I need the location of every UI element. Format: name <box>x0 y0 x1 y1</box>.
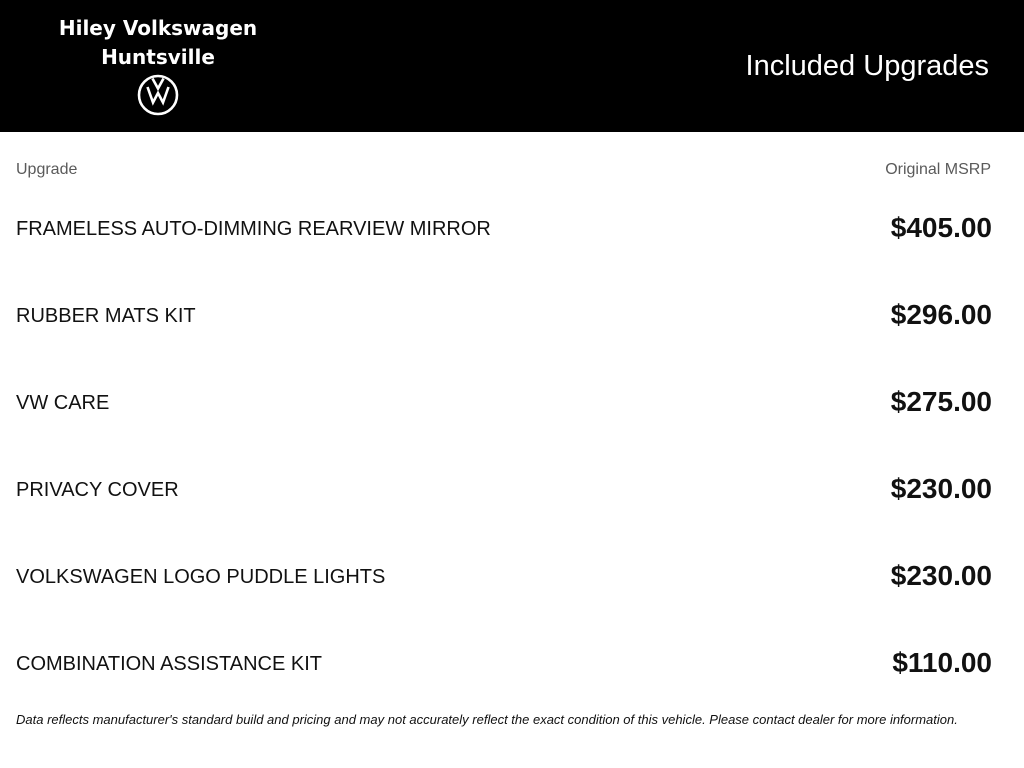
upgrade-price: $275.00 <box>890 386 992 417</box>
dealer-logo[interactable] <box>58 14 258 72</box>
volkswagen-logo-icon <box>137 74 179 116</box>
upgrade-price: $230.00 <box>890 560 992 591</box>
column-header-upgrade: Upgrade <box>16 161 78 178</box>
column-header-msrp: Original MSRP <box>885 161 991 178</box>
upgrade-price: $296.00 <box>890 299 992 330</box>
upgrade-price: $230.00 <box>890 473 992 504</box>
disclaimer-text: Data reflects manufacturer's standard build and pricing and may not accurately reflect the exact condition of this vehicle. Please contact dealer for more information. <box>16 712 958 727</box>
upgrade-row <box>16 184 992 271</box>
upgrade-name: PRIVACY COVER <box>16 479 179 501</box>
upgrades-list <box>16 184 992 706</box>
page-title: Included Upgrades <box>745 50 989 82</box>
upgrade-row <box>16 445 992 532</box>
page-header <box>0 0 1024 132</box>
upgrade-name: VOLKSWAGEN LOGO PUDDLE LIGHTS <box>16 566 386 588</box>
dealer-name: Hiley Volkswagen <box>58 16 258 40</box>
upgrade-price: $405.00 <box>890 212 992 243</box>
upgrade-name: COMBINATION ASSISTANCE KIT <box>16 653 322 675</box>
upgrade-price: $110.00 <box>892 647 992 678</box>
upgrade-row <box>16 532 992 619</box>
dealer-city: Huntsville <box>101 45 215 69</box>
upgrade-name: RUBBER MATS KIT <box>16 305 196 327</box>
upgrade-name: FRAMELESS AUTO-DIMMING REARVIEW MIRROR <box>16 218 491 240</box>
upgrade-row <box>16 271 992 358</box>
upgrade-row <box>16 619 992 706</box>
upgrade-name: VW CARE <box>16 392 110 414</box>
upgrade-row <box>16 358 992 445</box>
